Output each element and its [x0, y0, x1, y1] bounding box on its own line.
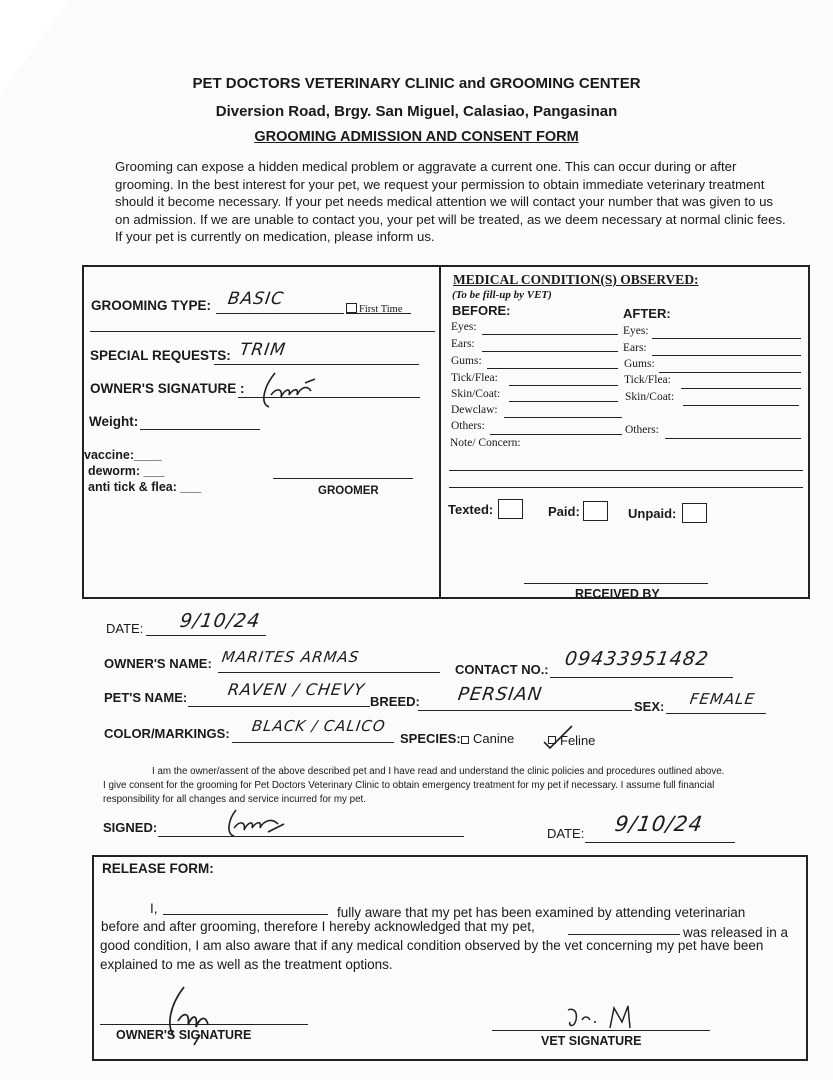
after-gums-label: Gums:	[624, 358, 655, 370]
before-eyes-field[interactable]	[482, 334, 618, 335]
after-others-label: Others:	[625, 424, 659, 436]
consent-date-value: 9/10/24	[613, 812, 705, 836]
sex-field[interactable]	[666, 713, 766, 714]
form-title: GROOMING ADMISSION AND CONSENT FORM	[254, 129, 579, 145]
before-others-label: Others:	[451, 420, 485, 432]
intro-line: Grooming can expose a hidden medical problem or aggravate a current one. This can occur during or after	[115, 159, 737, 174]
color-markings-value: BLACK / CALICO	[250, 717, 387, 735]
breed-value: PERSIAN	[456, 684, 544, 705]
contact-value: 09433951482	[563, 648, 711, 670]
pet-name-label: PET'S NAME:	[104, 690, 188, 705]
breed-field[interactable]	[418, 710, 632, 711]
after-eyes-label: Eyes:	[623, 325, 649, 337]
release-line-4: explained to me as well as the treatment options.	[100, 957, 393, 972]
vaccine-label: vaccine:____	[84, 448, 162, 462]
release-line-1b: fully aware that my pet has been examined by attending veterinarian	[337, 905, 746, 920]
after-label: AFTER:	[623, 306, 671, 321]
consent-line: responsibility for all changes and service incurred for my pet.	[103, 794, 367, 805]
release-title: RELEASE FORM:	[102, 861, 214, 876]
intro-line: should it become necessary. If your pet needs medical attention we will contact your number that was given to us	[115, 194, 774, 209]
consent-line: I give consent for the grooming for Pet Doctors Veterinary Clinic to obtain emergency treatment for my pet if necessary. I assume full financial	[103, 780, 715, 791]
texted-label: Texted:	[448, 502, 494, 517]
contact-field[interactable]	[550, 677, 733, 678]
groomer-signature-field[interactable]	[273, 478, 413, 479]
release-pet-name-field[interactable]	[568, 934, 680, 935]
before-label: BEFORE:	[452, 303, 511, 318]
received-by-label: RECEIVED BY	[575, 587, 660, 601]
vet-signature-label: VET SIGNATURE	[541, 1034, 642, 1048]
after-others-field[interactable]	[665, 438, 801, 439]
contact-label: CONTACT NO.:	[455, 662, 549, 677]
before-eyes-label: Eyes:	[451, 321, 477, 333]
pet-name-value: RAVEN / CHEVY	[226, 680, 367, 699]
after-tickflea-field[interactable]	[681, 388, 801, 389]
breed-label: BREED:	[370, 694, 420, 709]
note-line-2[interactable]	[449, 487, 803, 488]
grooming-type-label: GROOMING TYPE:	[91, 298, 212, 313]
date-label: DATE:	[106, 621, 144, 636]
owner-signature-label: OWNER'S SIGNATURE :	[90, 381, 245, 396]
before-tickflea-field[interactable]	[509, 385, 618, 386]
canine-checkbox[interactable]	[461, 736, 469, 744]
box-divider	[439, 267, 441, 597]
after-eyes-field[interactable]	[652, 338, 801, 339]
weight-label: Weight:	[89, 414, 139, 429]
owner-name-value: MARITES ARMAS	[220, 648, 361, 666]
after-skincoat-field[interactable]	[683, 405, 799, 406]
vet-signature-field[interactable]	[492, 1030, 710, 1031]
weight-field[interactable]	[140, 429, 260, 430]
first-time-checkbox[interactable]	[346, 303, 357, 313]
canine-label: Canine	[473, 731, 515, 746]
intro-line: grooming. In the best interest for your pet, we request your permission to obtain immediate veterinary treatment	[115, 176, 765, 192]
special-requests-label: SPECIAL REQUESTS:	[90, 348, 231, 363]
owner-name-field[interactable]	[218, 672, 440, 673]
before-gums-field[interactable]	[487, 368, 618, 369]
release-line-1a: I,	[150, 901, 158, 916]
sex-value: FEMALE	[688, 690, 757, 708]
consent-line: I am the owner/assent of the above described pet and I have read and understand the clinic policies and procedures outlined above.	[152, 766, 725, 777]
received-by-field[interactable]	[524, 583, 708, 584]
feline-label: Feline	[560, 733, 596, 748]
after-skincoat-label: Skin/Coat:	[625, 391, 675, 403]
anti-tick-label: anti tick & flea: ___	[88, 480, 202, 494]
intro-paragraph	[115, 158, 786, 246]
consent-date-field[interactable]	[585, 842, 735, 843]
release-line-3: good condition, I am also aware that if any medical condition observed by the vet concerning my pet have been	[100, 938, 764, 953]
before-skincoat-label: Skin/Coat:	[451, 388, 501, 400]
after-ears-label: Ears:	[623, 342, 647, 354]
before-others-field[interactable]	[490, 434, 622, 435]
before-gums-label: Gums:	[451, 355, 482, 367]
vet-signature-scribble	[564, 1002, 644, 1032]
release-line-2b: was released in a	[683, 925, 789, 940]
grooming-medical-box	[82, 265, 810, 599]
clinic-name: PET DOCTORS VETERINARY CLINIC and GROOMING CENTER	[192, 75, 641, 92]
sex-label: SEX:	[634, 699, 665, 714]
note-concern-label: Note/ Concern:	[450, 437, 521, 449]
color-markings-label: COLOR/MARKINGS:	[104, 726, 230, 741]
before-skincoat-field[interactable]	[509, 401, 618, 402]
note-line-1[interactable]	[449, 470, 803, 471]
signed-label: SIGNED:	[103, 820, 158, 835]
first-time-label: First Time	[359, 304, 403, 315]
texted-checkbox[interactable]	[498, 499, 523, 519]
pet-name-field[interactable]	[188, 706, 370, 707]
special-requests-value: TRIM	[238, 340, 288, 360]
grooming-type-value: BASIC	[226, 289, 286, 309]
date-field[interactable]	[146, 635, 266, 636]
unpaid-checkbox[interactable]	[682, 503, 707, 523]
unpaid-label: Unpaid:	[628, 506, 677, 521]
date-value: 9/10/24	[178, 610, 262, 632]
clinic-address: Diversion Road, Brgy. San Miguel, Calasiao, Pangasinan	[215, 103, 618, 120]
medical-title: MEDICAL CONDITION(S) OBSERVED:	[453, 272, 699, 287]
consent-date-label: DATE:	[547, 826, 585, 841]
before-dewclaw-field[interactable]	[504, 417, 622, 418]
after-tickflea-label: Tick/Flea:	[624, 374, 671, 386]
release-owner-signature-label: OWNER'S SIGNATURE	[116, 1028, 252, 1042]
signed-field[interactable]	[158, 836, 464, 837]
grooming-type-field[interactable]	[216, 313, 344, 314]
release-line-2a: before and after grooming, therefore I hereby acknowledged that my pet,	[101, 919, 535, 934]
after-ears-field[interactable]	[652, 355, 801, 356]
release-owner-signature-field[interactable]	[100, 1024, 308, 1025]
signed-scribble	[222, 806, 292, 842]
before-dewclaw-label: Dewclaw:	[451, 404, 498, 416]
paid-label: Paid:	[548, 504, 580, 519]
grooming-divider-line	[90, 331, 435, 332]
owner-name-label: OWNER'S NAME:	[104, 656, 212, 671]
medical-subtitle: (To be fill-up by VET)	[452, 289, 552, 301]
owner-signature-scribble	[255, 365, 325, 413]
intro-line: on admission. If we are unable to contact you, your pet will be treated, as we deem necessary at normal clinic fees.	[115, 211, 786, 227]
after-gums-field[interactable]	[659, 372, 801, 373]
deworm-label: deworm: ___	[88, 464, 165, 478]
paid-checkbox[interactable]	[583, 501, 608, 521]
before-ears-label: Ears:	[451, 338, 475, 350]
species-label: SPECIES:	[400, 731, 461, 746]
release-owner-name-field[interactable]	[163, 914, 328, 915]
before-tickflea-label: Tick/Flea:	[451, 372, 498, 384]
before-ears-field[interactable]	[482, 351, 618, 352]
groomer-label: GROOMER	[318, 485, 379, 497]
intro-line: If your pet is currently on medication, please inform us.	[115, 229, 435, 244]
color-markings-field[interactable]	[232, 742, 394, 743]
